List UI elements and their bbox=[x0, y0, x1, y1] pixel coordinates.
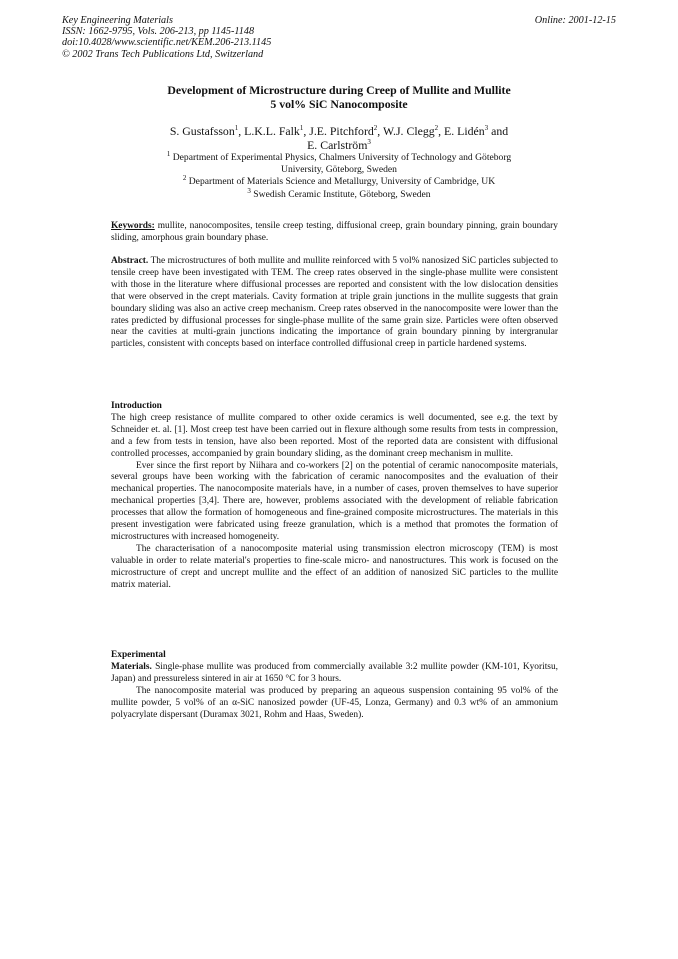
author-affil-mark: 3 bbox=[484, 124, 489, 133]
author-line-1 bbox=[110, 124, 568, 138]
introduction-paragraph-2: Ever since the first report by Niihara and co-workers [2] on the potential of ceramic nanocomposite materials, several groups have been working with the fabrication of ceramic nanocomposites and the evaluation of their mechanical properties. The nanocomposite materials have, in a number of cases, proven themselves to have superior mechanical properties [3,4]. There are, however, problems associated with the development of reliable fabrication processes that allow the formation of homogeneous and fine-grained composite microstructures. The materials in this present investigation were fabricated using freeze granulation, which is a method that promotes the formation of microstructures with increased homogeneity. bbox=[111, 460, 558, 542]
affiliations bbox=[110, 149, 568, 201]
affil-mark: 1 bbox=[166, 149, 171, 158]
keywords-text: mullite, nanocomposites, tensile creep testing, diffusional creep, grain boundary pinning, grain boundary sliding, amorphous grain boundary phase. bbox=[111, 221, 558, 243]
introduction-heading: Introduction bbox=[111, 401, 162, 411]
author-affil-mark: 2 bbox=[373, 124, 378, 133]
introduction-paragraph-3: The characterisation of a nanocomposite material using transmission electron microscopy (TEM) is most valuable in order to relate material's properties to fine-scale micro- and nanostructures. This work is focused on the microstructure of crept and uncrept mullite and the effect of an addition of nanosized SiC particles to the mullite matrix material. bbox=[111, 543, 558, 590]
author-affil-mark: 2 bbox=[434, 124, 439, 133]
author-affil-mark: 1 bbox=[299, 124, 304, 133]
materials-text: Single-phase mullite was produced from commercially available 3:2 mullite powder (KM-101, Kyoritsu, Japan) and pressureless sintered in air at 1650 °C for 3 hours. bbox=[111, 661, 558, 684]
affil-mark: 2 bbox=[182, 174, 187, 183]
author-line-2 bbox=[110, 138, 568, 152]
experimental-heading: Experimental bbox=[111, 650, 166, 660]
author-name: S. Gustafsson bbox=[169, 124, 235, 138]
author-name: E. Carlström bbox=[307, 138, 368, 152]
title-line-1: Development of Microstructure during Creep of Mullite and Mullite bbox=[167, 83, 511, 97]
author-name: , J.E. Pitchford bbox=[303, 124, 374, 138]
abstract-section bbox=[111, 256, 558, 351]
affiliation-text: Swedish Ceramic Institute, Göteborg, Sweden bbox=[250, 188, 431, 200]
doi-line[interactable]: doi:10.4028/www.scientific.net/KEM.206-213.1145 bbox=[62, 37, 272, 49]
affiliation-3 bbox=[110, 186, 568, 201]
author-and: and bbox=[488, 124, 509, 138]
affiliation-text: Department of Materials Science and Metallurgy, University of Cambridge, UK bbox=[186, 176, 496, 188]
keywords-section bbox=[111, 221, 558, 245]
keywords-label: Keywords: bbox=[111, 221, 155, 231]
author-name: , L.K.L. Falk bbox=[238, 124, 300, 138]
journal-header bbox=[62, 15, 271, 60]
title-line-2: 5 vol% SiC Nanocomposite bbox=[270, 97, 408, 111]
author-affil-mark: 1 bbox=[234, 124, 239, 133]
author-name: , E. Lidén bbox=[438, 124, 485, 138]
affiliation-1 bbox=[110, 149, 568, 164]
journal-name: Key Engineering Materials bbox=[62, 15, 173, 26]
affiliation-1-cont: University, Göteborg, Sweden bbox=[281, 164, 397, 176]
issn-line: ISSN: 1662-9795, Vols. 206-213, pp 1145-1148 bbox=[62, 26, 255, 38]
author-list bbox=[110, 124, 568, 152]
author-name: , W.J. Clegg bbox=[377, 124, 435, 138]
paper-title bbox=[110, 83, 568, 111]
experimental-paragraph-2: The nanocomposite material was produced by preparing an aqueous suspension containing 95 vol% of the mullite powder, 5 vol% of an α-SiC nanosized powder (UF-45, Lonza, Germany) and 0.3 wt% of an ammonium polyacrylate dispersant (Duramax 3021, Rohm and Haas, Sweden). bbox=[111, 685, 558, 720]
abstract-text: The microstructures of both mullite and mullite reinforced with 5 vol% nanosized SiC particles subjected to tensile creep have been investigated with TEM. The creep rates observed in the single-phase mullite were consistent with those in the literature where diffusional processes are reported and consistent with the low dislocation densities that were observed in the crept materials. Cavity formation at triple grain junctions in the mullite suggests that grain boundary sliding was also an active creep mechanism. Creep rates observed in the nanocomposite were lower than the rates predicted by diffusional processes for single-phase mullite of the same grain size. Particles were often observed near the cavities at multi-grain junctions indicating the importance of grain boundary pinning by intergranular particles, consistent with concepts based on interface controlled diffusional creep in particle hardened systems. bbox=[111, 256, 558, 350]
online-date: Online: 2001-12-15 bbox=[534, 15, 616, 26]
affiliation-2 bbox=[110, 176, 568, 188]
introduction-paragraph-1: The high creep resistance of mullite compared to other oxide ceramics is well documented, see e.g. the text by Schneider et. al. [1]. Most creep test have been carried out in flexure although some results from tests in compression, and a few from tests in tension, have also been reported. Most of the reported data are consistent with diffusional controlled processes, accompanied by grain boundary sliding, as the dominant creep mechanism in mullite. bbox=[111, 412, 558, 459]
copyright-line: © 2002 Trans Tech Publications Ltd, Switzerland bbox=[62, 48, 264, 60]
materials-label: Materials. bbox=[111, 661, 152, 672]
abstract-label: Abstract. bbox=[111, 256, 149, 266]
introduction-section bbox=[111, 401, 558, 592]
affil-mark: 3 bbox=[247, 186, 251, 195]
affiliation-text: Department of Experimental Physics, Chalmers University of Technology and Göteborg bbox=[170, 152, 512, 163]
author-affil-mark: 3 bbox=[367, 138, 371, 147]
experimental-section bbox=[111, 650, 558, 721]
